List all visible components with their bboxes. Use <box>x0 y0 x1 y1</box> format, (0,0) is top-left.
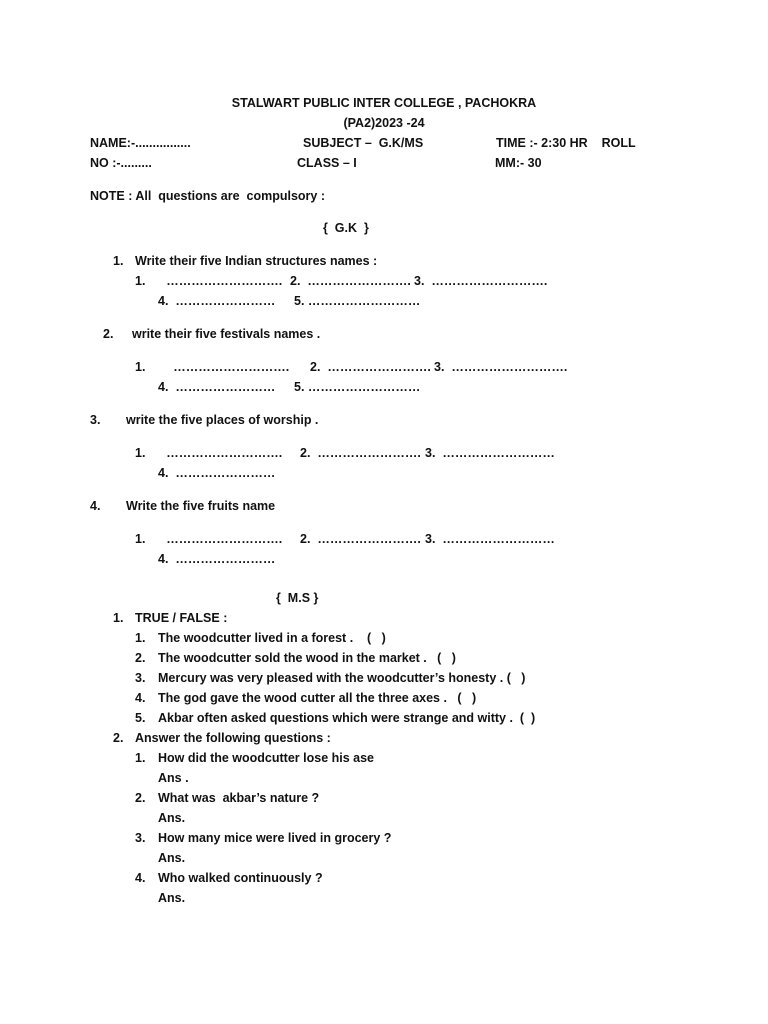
qa-item-1-answer: Ans . <box>158 771 189 785</box>
gk-q4-blank-4: 4. …………………… <box>158 552 276 566</box>
gk-q2-blank-4: 4. …………………… <box>158 380 276 394</box>
qa-item-3-number: 3. <box>135 831 146 845</box>
ms-s2-title: Answer the following questions : <box>135 731 331 745</box>
tf-item-2-number: 2. <box>135 651 146 665</box>
gk-q4-text: Write the five fruits name <box>126 499 276 513</box>
tf-item-5-text: Akbar often asked questions which were strange and witty . ( ) <box>158 711 536 725</box>
tf-item-4-number: 4. <box>135 691 146 705</box>
gk-q1-number: 1. <box>113 254 124 268</box>
gk-q1-blank-3: 3. ………………………. <box>414 274 548 288</box>
gk-q2-blank-3: 3. ………………………. <box>434 360 568 374</box>
qa-item-4-number: 4. <box>135 871 146 885</box>
roll-no-field: NO :-......... <box>90 156 152 170</box>
ms-heading: { M.S } <box>276 591 319 605</box>
gk-q2-number: 2. <box>103 327 114 341</box>
gk-q2-blank-2: 2. ……………………. <box>310 360 431 374</box>
gk-q2-blank-5: 5. ……………………… <box>294 380 421 394</box>
subject-field: SUBJECT – G.K/MS <box>303 136 424 150</box>
qa-item-2-answer: Ans. <box>158 811 186 825</box>
gk-q1-blank-2: 2. ……………………. <box>290 274 411 288</box>
name-field: NAME:-................ <box>90 136 191 150</box>
ms-s1-number: 1. <box>113 611 124 625</box>
school-name: STALWART PUBLIC INTER COLLEGE , PACHOKRA <box>231 96 537 110</box>
gk-q3-blank-3: 3. ……………………… <box>425 446 555 460</box>
ms-s1-title: TRUE / FALSE : <box>135 611 228 625</box>
gk-q4-blank-2: 2. ……………………. <box>300 532 421 546</box>
tf-item-4-text: The god gave the wood cutter all the three axes . ( ) <box>158 691 477 705</box>
ms-s2-number: 2. <box>113 731 124 745</box>
gk-q1-blank-5: 5. ……………………… <box>294 294 421 308</box>
gk-q3-number: 3. <box>90 413 101 427</box>
gk-q2-blank-1: 1. ………………………. <box>135 360 290 374</box>
gk-q3-blank-4: 4. …………………… <box>158 466 276 480</box>
gk-q2-text: write their five festivals names . <box>132 327 321 341</box>
tf-item-5-number: 5. <box>135 711 146 725</box>
tf-item-3-text: Mercury was very pleased with the woodcutter’s honesty . ( ) <box>158 671 526 685</box>
note-text: NOTE : All questions are compulsory : <box>90 189 325 203</box>
qa-item-4-question: Who walked continuously ? <box>158 871 323 885</box>
gk-q4-blank-1: 1. ………………………. <box>135 532 283 546</box>
qa-item-1-question: How did the woodcutter lose his ase <box>158 751 375 765</box>
gk-q1-blank-1: 1. ………………………. <box>135 274 283 288</box>
tf-item-2-text: The woodcutter sold the wood in the market . ( ) <box>158 651 456 665</box>
qa-item-2-question: What was akbar’s nature ? <box>158 791 320 805</box>
qa-item-4-answer: Ans. <box>158 891 186 905</box>
time-field: TIME :- 2:30 HR ROLL <box>496 136 636 150</box>
tf-item-1-number: 1. <box>135 631 146 645</box>
tf-item-1-text: The woodcutter lived in a forest . ( ) <box>158 631 386 645</box>
gk-q4-blank-3: 3. ……………………… <box>425 532 555 546</box>
exam-term: (PA2)2023 -24 <box>343 116 425 130</box>
gk-heading: { G.K } <box>323 221 369 235</box>
class-field: CLASS – I <box>297 156 357 170</box>
gk-q3-blank-1: 1. ………………………. <box>135 446 283 460</box>
gk-q4-number: 4. <box>90 499 101 513</box>
gk-q3-text: write the five places of worship . <box>126 413 319 427</box>
gk-q1-text: Write their five Indian structures names : <box>135 254 378 268</box>
max-marks-field: MM:- 30 <box>495 156 542 170</box>
qa-item-2-number: 2. <box>135 791 146 805</box>
qa-item-3-answer: Ans. <box>158 851 186 865</box>
gk-q1-blank-4: 4. …………………… <box>158 294 276 308</box>
qa-item-3-question: How many mice were lived in grocery ? <box>158 831 392 845</box>
qa-item-1-number: 1. <box>135 751 146 765</box>
tf-item-3-number: 3. <box>135 671 146 685</box>
gk-q3-blank-2: 2. ……………………. <box>300 446 421 460</box>
